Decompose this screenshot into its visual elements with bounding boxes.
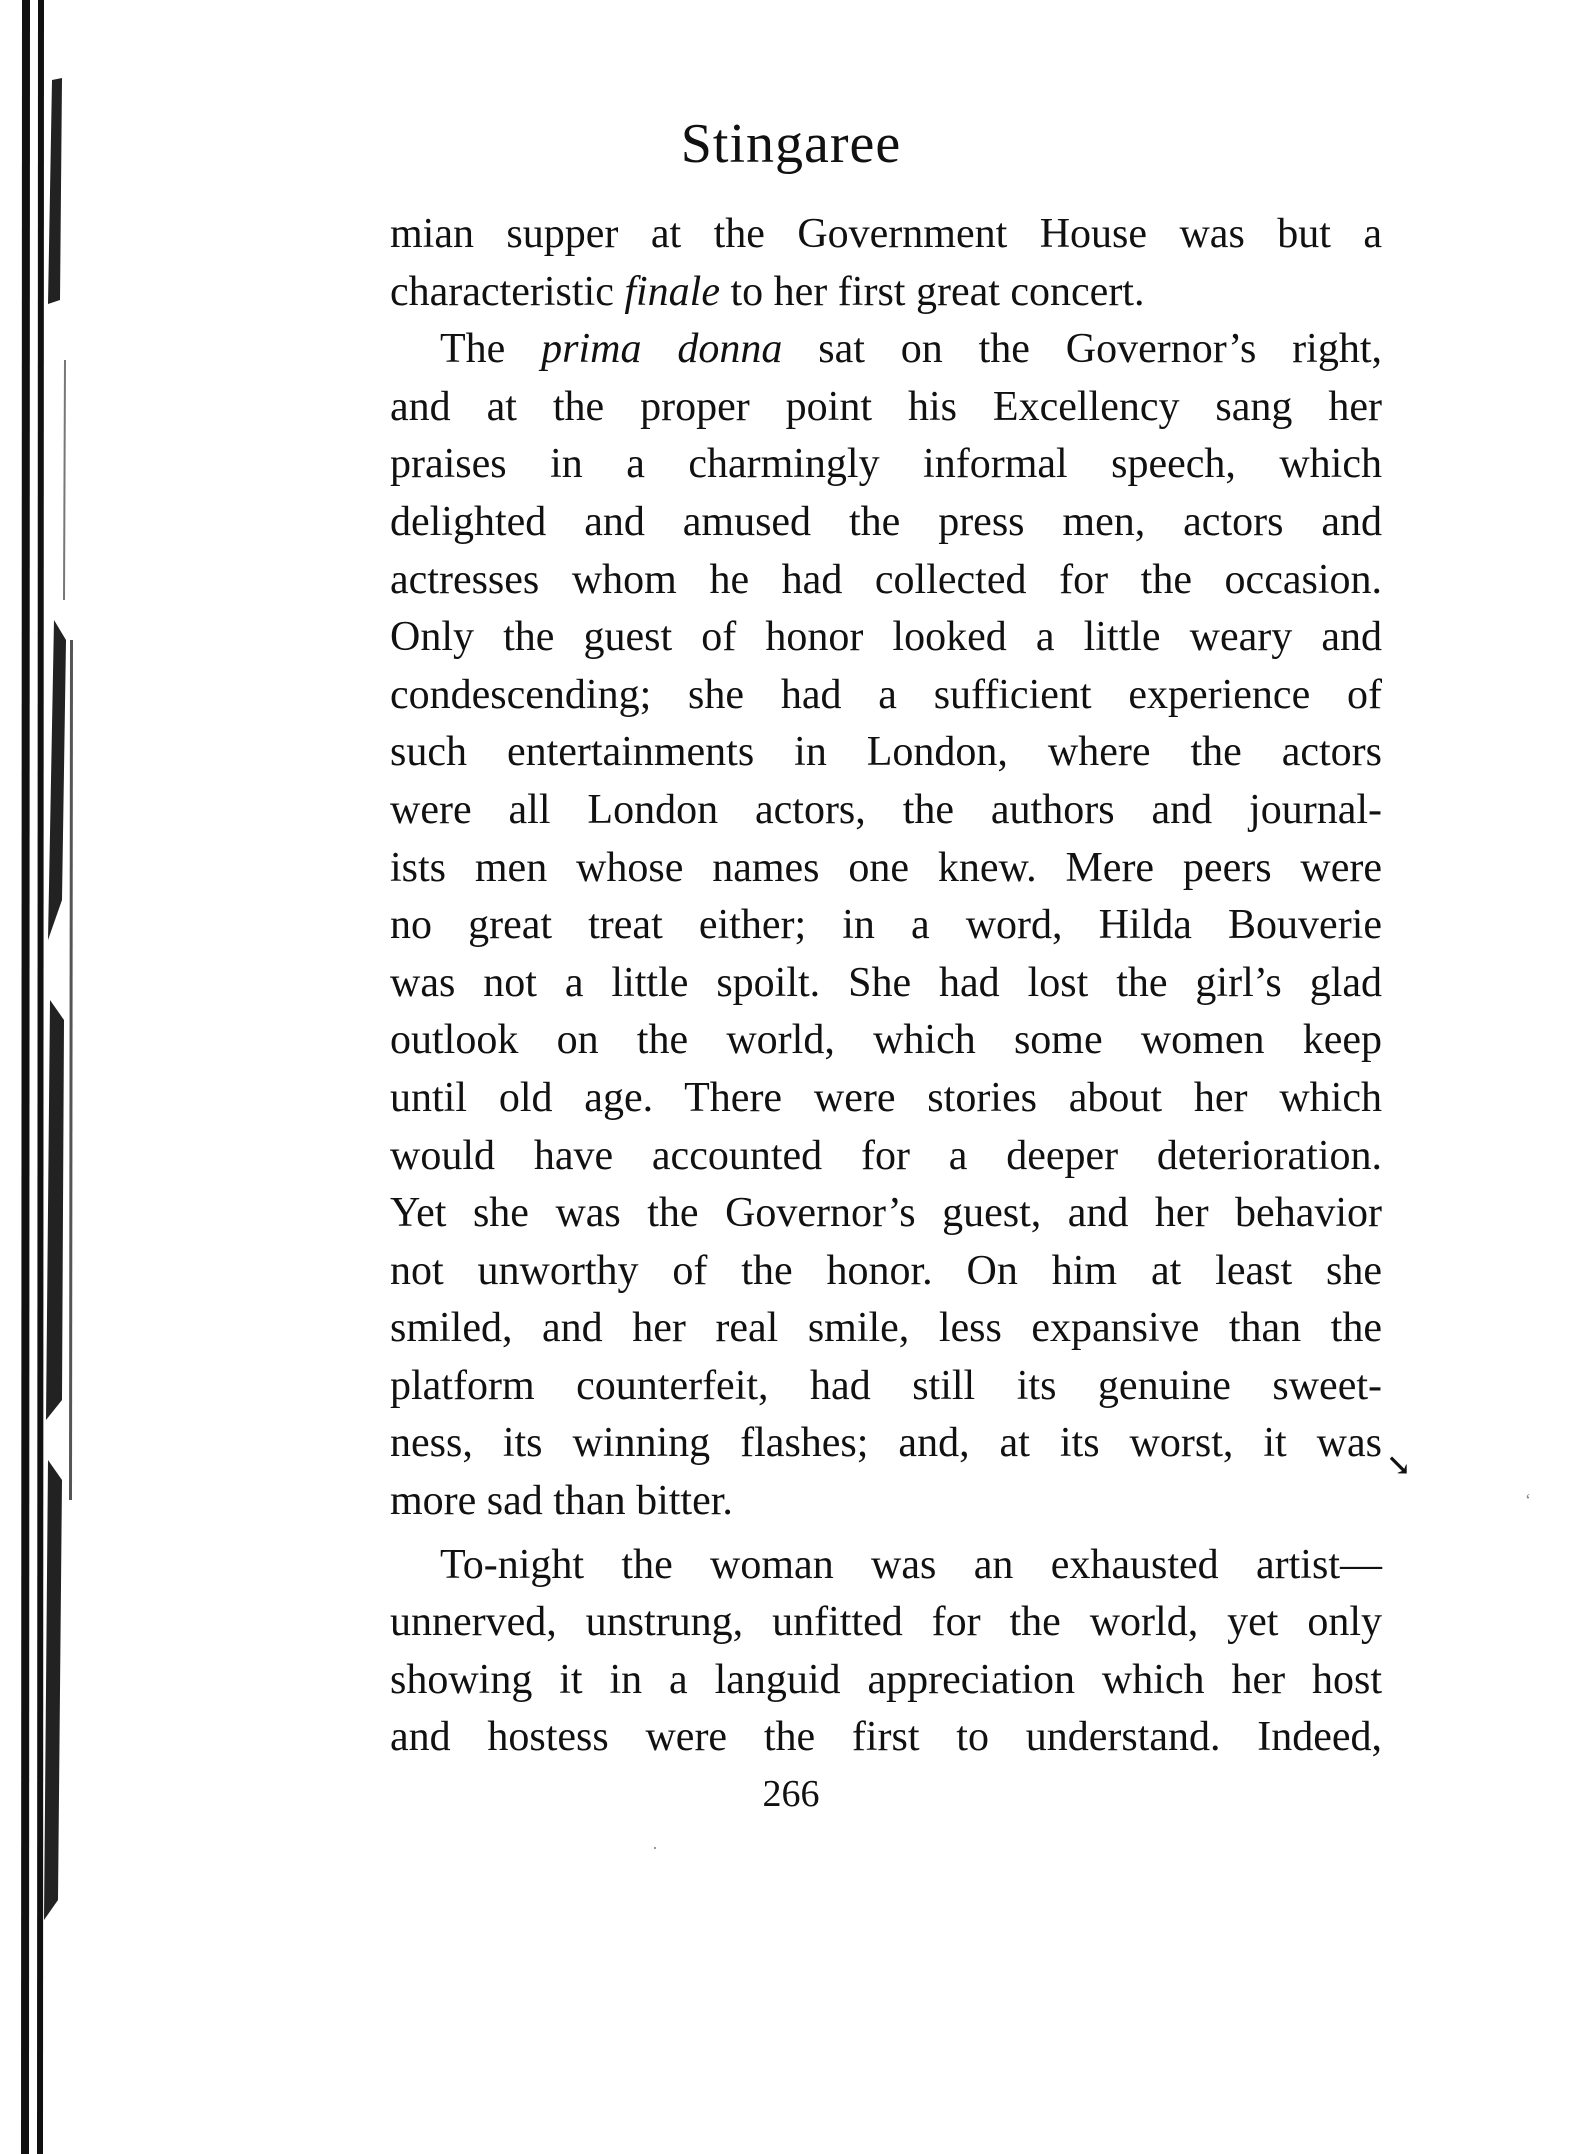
text-line-18: Yet she was the Governor’s guest, and her behavior bbox=[390, 1190, 1382, 1237]
page-number: 266 bbox=[762, 1773, 820, 1815]
text-line-6: delighted and amused the press men, actors and bbox=[390, 498, 1382, 545]
body-text bbox=[390, 206, 1382, 1767]
text-line-8: Only the guest of honor looked a little weary and bbox=[390, 614, 1382, 661]
text-line-10: such entertainments in London, where the actors bbox=[390, 729, 1382, 776]
text-line-27: and hostess were the first to understand. Indeed, bbox=[390, 1714, 1382, 1761]
text-line-19: not unworthy of the honor. On him at least she bbox=[390, 1247, 1382, 1294]
text-line-26: showing it in a languid appreciation which her host bbox=[390, 1656, 1382, 1703]
text-line-24: To-night the woman was an exhausted artist— bbox=[440, 1541, 1382, 1588]
text-line-5: praises in a charmingly informal speech, which bbox=[390, 441, 1382, 488]
margin-mark-icon: ↘ bbox=[1386, 1449, 1412, 1482]
text-line-14: was not a little spoilt. She had lost the girl’s glad bbox=[390, 959, 1382, 1006]
text-line-16: until old age. There were stories about her which bbox=[390, 1074, 1382, 1121]
text-line-9: condescending; she had a sufficient experience of bbox=[390, 671, 1382, 718]
text-line-17: would have accounted for a deeper deterioration. bbox=[390, 1132, 1382, 1179]
text-line-1: mian supper at the Government House was but a bbox=[390, 211, 1382, 257]
scan-speck-icon: · bbox=[652, 1838, 658, 1858]
text-line-7: actresses whom he had collected for the occasion. bbox=[390, 556, 1382, 603]
text-line-22: ness, its winning flashes; and, at its worst, it was bbox=[390, 1420, 1382, 1467]
text-line-11: were all London actors, the authors and journal- bbox=[390, 786, 1382, 833]
text-line-23: more sad than bitter. bbox=[390, 1478, 733, 1525]
running-head: Stingaree bbox=[680, 113, 902, 175]
text-line-13: no great treat either; in a word, Hilda Bouverie bbox=[390, 902, 1382, 949]
text-line-12: ists men whose names one knew. Mere peers were bbox=[390, 844, 1382, 891]
text-line-15: outlook on the world, which some women keep bbox=[390, 1017, 1382, 1064]
text-line-3: The prima donna sat on the Governor’s right, bbox=[440, 326, 1383, 373]
text-line-20: smiled, and her real smile, less expansive than the bbox=[390, 1305, 1382, 1352]
text-line-25: unnerved, unstrung, unfitted for the world, yet only bbox=[390, 1599, 1382, 1646]
text-line-21: platform counterfeit, had still its genuine sweet- bbox=[390, 1362, 1382, 1409]
scan-speck-icon: ‘ bbox=[1525, 1490, 1531, 1510]
text-line-4: and at the proper point his Excellency sang her bbox=[390, 383, 1382, 430]
text-line-2: characteristic finale to her first great concert. bbox=[390, 268, 1145, 315]
binding-edge-scan-artifact bbox=[18, 0, 82, 2154]
